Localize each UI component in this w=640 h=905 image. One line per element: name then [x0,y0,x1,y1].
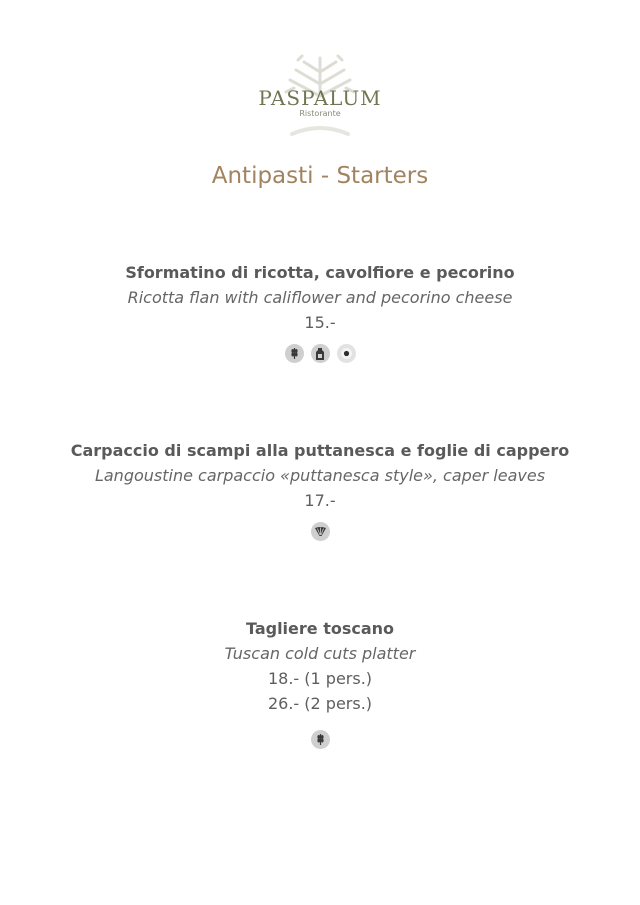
shellfish-icon [311,522,330,541]
logo-subtitle: Ristorante [299,109,341,118]
dish-description: Tuscan cold cuts platter [224,644,416,663]
milk-icon [311,344,330,363]
egg-icon [337,344,356,363]
menu-item [0,438,640,541]
allergen-icons [0,522,640,541]
menu-item [0,616,640,749]
dish-description: Langoustine carpaccio «puttanesca style», caper leaves [94,466,546,485]
dish-name: Tagliere toscano [245,619,395,638]
allergen-icons [0,344,640,363]
menu-item [0,260,640,363]
dish-price: 17.- [304,491,336,510]
restaurant-logo [220,52,420,144]
dish-name: Carpaccio di scampi alla puttanesca e foglie di cappero [70,441,570,460]
wheat-icon [311,730,330,749]
dish-price: 18.- (1 pers.) [267,669,373,688]
logo-name: PASPALUM [258,86,382,110]
section-title: Antipasti - Starters [211,163,429,189]
dish-description: Ricotta flan with califlower and pecorino cheese [127,288,513,307]
dish-price: 15.- [304,313,336,332]
wheat-icon [285,344,304,363]
allergen-icons [0,730,640,749]
dish-price: 26.- (2 pers.) [267,694,373,713]
dish-name: Sformatino di ricotta, cavolfiore e pecorino [125,263,515,282]
